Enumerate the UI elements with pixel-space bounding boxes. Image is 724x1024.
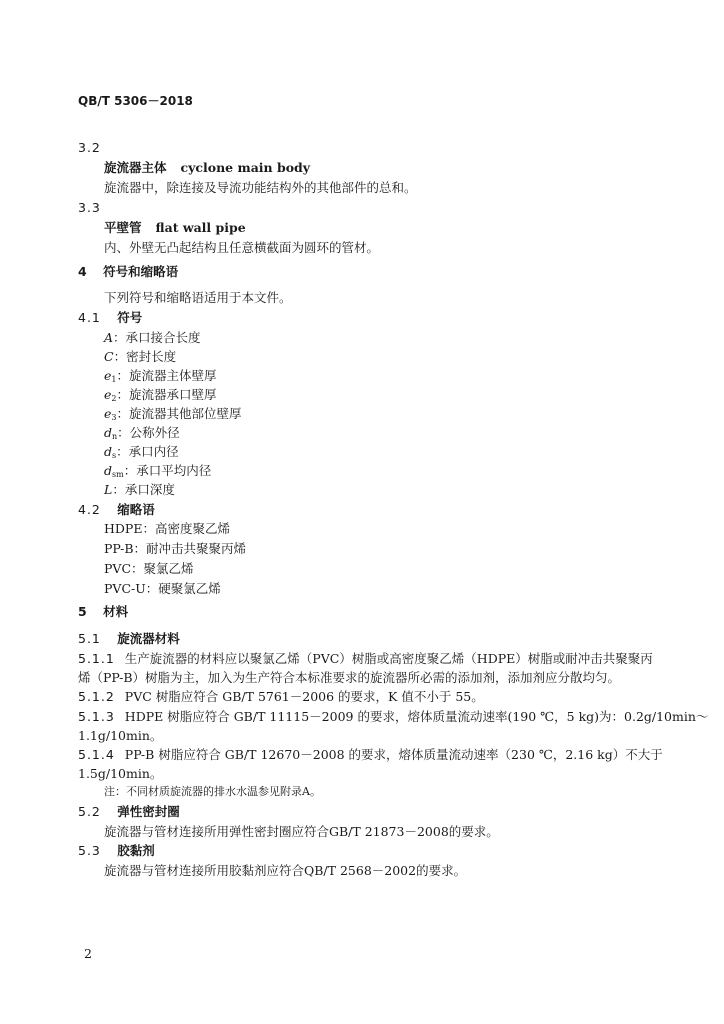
section-4-intro: 下列符号和缩略语适用于本文件。 [104,290,292,305]
section-5-3-number: 5.3 [78,843,101,858]
symbol-item: C：密封长度 [104,349,177,364]
clause-5-1-2: 5.1.2 PVC 树脂应符合 GB/T 5761－2006 的要求，K 值不小于 55。 [78,689,484,704]
clause-5-1-2-number: 5.1.2 [78,689,115,704]
section-4-heading [78,264,178,280]
clause-5-1-3-line2: 1.1g/10min。 [78,728,163,743]
symbol-item: $d_{sm}$：承口平均内径 [104,463,212,479]
abbreviation-item: HDPE：高密度聚乙烯 [104,521,230,536]
section-4-2-heading [78,502,155,518]
section-4-1-heading [78,310,142,326]
term-3-3-en: flat wall pipe [155,220,246,235]
symbol-item: $d_n$：公称外径 [104,425,180,441]
section-5-3-text: 旋流器与管材连接所用胶黏剂应符合QB/T 2568－2002的要求。 [104,863,467,878]
section-5-number: 5 [78,604,87,619]
section-5-heading [78,604,128,620]
clause-5-1-4-line2: 1.5g/10min。 [78,766,163,781]
section-4-1-title: 符号 [117,310,143,325]
clause-5-1-3-line1: 5.1.3 HDPE 树脂应符合 GB/T 11115－2009 的要求，熔体质量流动速率(190 ℃，5 kg)为：0.2g/10min～ [78,709,709,724]
section-5-2-heading [78,804,180,820]
section-4-number: 4 [78,264,87,279]
term-3-2-cn: 旋流器主体 [104,160,167,175]
section-5-2-text: 旋流器与管材连接所用弹性密封圈应符合GB/T 21873－2008的要求。 [104,824,499,839]
symbol-item: $d_s$：承口内径 [104,444,179,460]
term-3-3 [104,220,246,236]
clause-5-1-1-number: 5.1.1 [78,651,115,666]
clause-number-3-2: 3.2 [78,140,101,155]
section-4-2-number: 4.2 [78,502,101,517]
clause-number-3-3: 3.3 [78,200,101,215]
standard-number: QB/T 5306－2018 [78,94,193,108]
section-5-3-title: 胶黏剂 [117,843,155,858]
clause-5-1-1-line1: 5.1.1 生产旋流器的材料应以聚氯乙烯（PVC）树脂或高密度聚乙烯（HDPE）树脂或耐冲击共聚聚丙 [78,651,653,666]
term-3-3-cn: 平壁管 [104,220,142,235]
definition-3-3: 内、外壁无凸起结构且任意横截面为圆环的管材。 [104,240,380,255]
symbol-item: $e_3$：旋流器其他部位壁厚 [104,406,242,422]
abbreviation-item: PVC-U：硬聚氯乙烯 [104,581,221,596]
symbol-item: $e_1$：旋流器主体壁厚 [104,368,217,384]
clause-5-1-3-number: 5.1.3 [78,709,115,724]
term-3-2-en: cyclone main body [180,160,311,175]
section-4-2-title: 缩略语 [117,502,155,517]
abbreviation-item: PVC：聚氯乙烯 [104,561,194,576]
page-number: 2 [84,946,92,961]
section-5-2-number: 5.2 [78,804,101,819]
clause-5-1-4-line1: 5.1.4 PP-B 树脂应符合 GB/T 12670－2008 的要求，熔体质量流动速率（230 ℃，2.16 kg）不大于 [78,747,663,762]
clause-5-1-1-line2: 烯（PP-B）树脂为主，加入为生产符合本标准要求的旋流器所必需的添加剂，添加剂应分散均匀。 [78,670,621,685]
symbol-item: L：承口深度 [104,482,175,497]
note: 注：不同材质旋流器的排水水温参见附录A。 [104,785,321,798]
definition-3-2: 旋流器中，除连接及导流功能结构外的其他部件的总和。 [104,180,417,195]
section-4-title: 符号和缩略语 [103,264,179,279]
section-5-1-number: 5.1 [78,631,101,646]
symbol-item: A：承口接合长度 [104,330,201,345]
section-4-1-number: 4.1 [78,310,101,325]
section-5-1-title: 旋流器材料 [117,631,180,646]
section-5-2-title: 弹性密封圈 [117,804,180,819]
clause-5-1-4-number: 5.1.4 [78,747,115,762]
section-5-title: 材料 [103,604,129,619]
symbol-item: $e_2$：旋流器承口壁厚 [104,387,217,403]
abbreviation-item: PP-B：耐冲击共聚聚丙烯 [104,541,247,556]
term-3-2 [104,160,310,176]
section-5-3-heading [78,843,155,859]
section-5-1-heading [78,631,180,647]
